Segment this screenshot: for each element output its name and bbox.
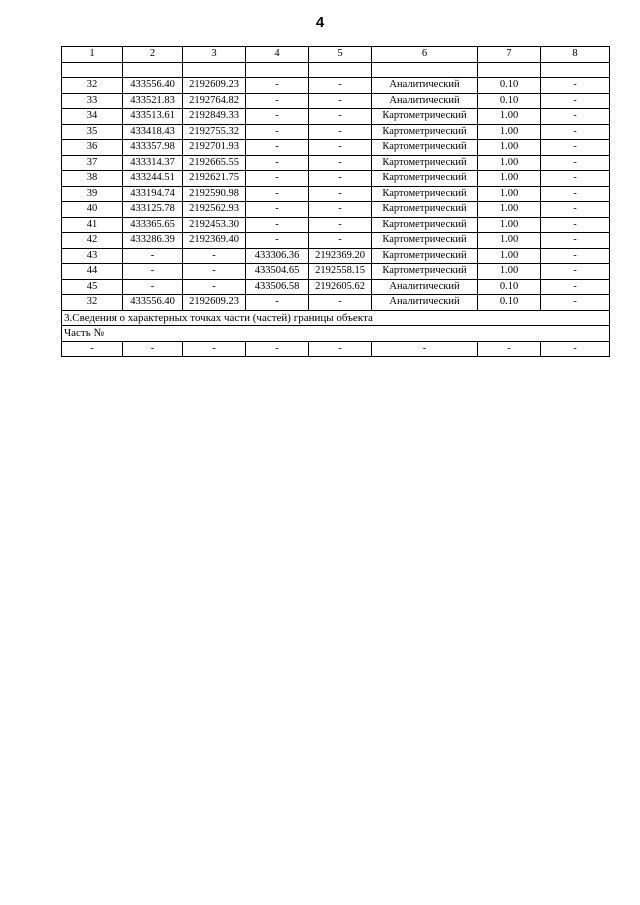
- table-cell: 42: [62, 233, 123, 249]
- table-cell: -: [62, 341, 123, 357]
- table-cell: 433365.65: [123, 217, 183, 233]
- table-cell: -: [309, 78, 372, 94]
- table-cell: 1.00: [478, 171, 541, 187]
- table-cell: 0.10: [478, 93, 541, 109]
- table-cell: 1: [62, 47, 123, 63]
- table-cell: 0.10: [478, 295, 541, 311]
- table-cell: -: [246, 78, 309, 94]
- table-cell: -: [246, 140, 309, 156]
- table-cell: -: [246, 295, 309, 311]
- table-cell: Картометрический: [372, 186, 478, 202]
- table-cell: -: [246, 186, 309, 202]
- table-cell: Картометрический: [372, 140, 478, 156]
- part-label: Часть №: [62, 326, 610, 342]
- section-title: 3.Сведения о характерных точках части (частей) границы объекта: [62, 310, 610, 326]
- part-label-row: [62, 326, 610, 342]
- table-cell: Картометрический: [372, 109, 478, 125]
- table-row: [62, 295, 610, 311]
- table-cell: Картометрический: [372, 217, 478, 233]
- table-cell: -: [123, 341, 183, 357]
- table-cell: -: [123, 279, 183, 295]
- table-cell: 433513.61: [123, 109, 183, 125]
- table-cell: 3: [183, 47, 246, 63]
- table-cell: 2192849.33: [183, 109, 246, 125]
- table-cell: -: [309, 295, 372, 311]
- table-cell: 0.10: [478, 279, 541, 295]
- table-cell: Аналитический: [372, 78, 478, 94]
- table-cell: -: [541, 202, 610, 218]
- table-cell: Картометрический: [372, 202, 478, 218]
- table-cell: -: [246, 233, 309, 249]
- table-cell: [372, 62, 478, 78]
- table-cell: 2192755.32: [183, 124, 246, 140]
- table-cell: 7: [478, 47, 541, 63]
- page-number: 4: [315, 14, 325, 31]
- table-cell: -: [309, 171, 372, 187]
- table-cell: -: [246, 171, 309, 187]
- table-cell: Картометрический: [372, 248, 478, 264]
- table-cell: -: [478, 341, 541, 357]
- table-cell: 2192621.75: [183, 171, 246, 187]
- table-header-row: [62, 47, 610, 63]
- table-cell: [541, 62, 610, 78]
- table-cell: -: [541, 217, 610, 233]
- table-row: [62, 279, 610, 295]
- table-cell: [62, 62, 123, 78]
- table-cell: -: [123, 248, 183, 264]
- table-cell: -: [246, 93, 309, 109]
- table-cell: 34: [62, 109, 123, 125]
- table-cell: 2192453.30: [183, 217, 246, 233]
- table-cell: -: [309, 124, 372, 140]
- table-cell: 8: [541, 47, 610, 63]
- table-cell: -: [309, 140, 372, 156]
- table-row: [62, 109, 610, 125]
- table-cell: 1.00: [478, 140, 541, 156]
- table-cell: -: [183, 279, 246, 295]
- table-cell: 5: [309, 47, 372, 63]
- table-row: [62, 171, 610, 187]
- table-cell: 32: [62, 295, 123, 311]
- table-cell: -: [246, 202, 309, 218]
- table-cell: 37: [62, 155, 123, 171]
- table-cell: 433244.51: [123, 171, 183, 187]
- table-row: [62, 78, 610, 94]
- table-row: [62, 264, 610, 280]
- table-cell: 433194.74: [123, 186, 183, 202]
- table-row: [62, 124, 610, 140]
- table-cell: Аналитический: [372, 279, 478, 295]
- table-row: [62, 202, 610, 218]
- table-cell: 39: [62, 186, 123, 202]
- table-cell: -: [541, 140, 610, 156]
- table-cell: 1.00: [478, 217, 541, 233]
- table-cell: 32: [62, 78, 123, 94]
- table-cell: 433286.39: [123, 233, 183, 249]
- table-cell: 2192665.55: [183, 155, 246, 171]
- table-cell: -: [541, 124, 610, 140]
- table-cell: 2192701.93: [183, 140, 246, 156]
- table-cell: 2192609.23: [183, 78, 246, 94]
- table-cell: 433504.65: [246, 264, 309, 280]
- table-cell: 2192369.20: [309, 248, 372, 264]
- table-empty-row: [62, 62, 610, 78]
- table-cell: -: [541, 109, 610, 125]
- table-cell: Картометрический: [372, 264, 478, 280]
- table-cell: [309, 62, 372, 78]
- table-cell: 2192369.40: [183, 233, 246, 249]
- table-cell: 433418.43: [123, 124, 183, 140]
- table-cell: 1.00: [478, 109, 541, 125]
- table-cell: -: [541, 186, 610, 202]
- table-cell: -: [183, 341, 246, 357]
- table-cell: 6: [372, 47, 478, 63]
- table-cell: -: [541, 93, 610, 109]
- table-cell: -: [541, 279, 610, 295]
- table-cell: -: [541, 264, 610, 280]
- table-cell: 45: [62, 279, 123, 295]
- table-cell: -: [309, 202, 372, 218]
- table-cell: 433314.37: [123, 155, 183, 171]
- table-cell: Аналитический: [372, 295, 478, 311]
- table-row: [62, 140, 610, 156]
- table-cell: 0.10: [478, 78, 541, 94]
- table-cell: -: [246, 155, 309, 171]
- table-cell: -: [309, 233, 372, 249]
- table-cell: 1.00: [478, 264, 541, 280]
- table-cell: -: [309, 109, 372, 125]
- table-cell: 44: [62, 264, 123, 280]
- table-cell: 4: [246, 47, 309, 63]
- table-cell: -: [183, 248, 246, 264]
- table-cell: -: [309, 155, 372, 171]
- table-cell: -: [372, 341, 478, 357]
- table-cell: 2192609.23: [183, 295, 246, 311]
- table-cell: -: [541, 248, 610, 264]
- table-cell: [478, 62, 541, 78]
- table-cell: Аналитический: [372, 93, 478, 109]
- table-cell: -: [309, 93, 372, 109]
- table-cell: 433556.40: [123, 295, 183, 311]
- table-row: [62, 155, 610, 171]
- table-cell: 433506.58: [246, 279, 309, 295]
- table-cell: 1.00: [478, 248, 541, 264]
- table-cell: 433125.78: [123, 202, 183, 218]
- table-cell: Картометрический: [372, 124, 478, 140]
- table-cell: 2192764.82: [183, 93, 246, 109]
- table-cell: -: [123, 264, 183, 280]
- table-cell: 40: [62, 202, 123, 218]
- table-row: [62, 217, 610, 233]
- table-cell: 38: [62, 171, 123, 187]
- table-cell: [246, 62, 309, 78]
- table-cell: Картометрический: [372, 171, 478, 187]
- coordinates-table: [61, 46, 610, 357]
- table-cell: -: [309, 341, 372, 357]
- table-row: [62, 233, 610, 249]
- table-cell: -: [183, 264, 246, 280]
- table-cell: -: [541, 233, 610, 249]
- table-cell: -: [246, 109, 309, 125]
- table-cell: 1.00: [478, 233, 541, 249]
- table-cell: 1.00: [478, 124, 541, 140]
- table-cell: -: [541, 341, 610, 357]
- table-cell: -: [541, 171, 610, 187]
- table-cell: 433357.98: [123, 140, 183, 156]
- table-cell: [183, 62, 246, 78]
- table-row: [62, 93, 610, 109]
- table-cell: 35: [62, 124, 123, 140]
- table-row: [62, 248, 610, 264]
- table-cell: Картометрический: [372, 233, 478, 249]
- table-cell: -: [309, 186, 372, 202]
- table-cell: 1.00: [478, 186, 541, 202]
- table-cell: 2192590.98: [183, 186, 246, 202]
- table-cell: Картометрический: [372, 155, 478, 171]
- table-cell: 433556.40: [123, 78, 183, 94]
- table-cell: 43: [62, 248, 123, 264]
- table-cell: [123, 62, 183, 78]
- table-cell: -: [246, 217, 309, 233]
- table-cell: -: [309, 217, 372, 233]
- section-title-row: [62, 310, 610, 326]
- part-data-row: [62, 341, 610, 357]
- table-cell: 41: [62, 217, 123, 233]
- table-cell: 433521.83: [123, 93, 183, 109]
- table-cell: 33: [62, 93, 123, 109]
- table-cell: -: [246, 124, 309, 140]
- table-cell: 2192605.62: [309, 279, 372, 295]
- table-cell: 2192562.93: [183, 202, 246, 218]
- table-cell: -: [541, 155, 610, 171]
- table-cell: -: [541, 78, 610, 94]
- table-cell: 433306.36: [246, 248, 309, 264]
- table-row: [62, 186, 610, 202]
- table-cell: -: [246, 341, 309, 357]
- table-cell: 2192558.15: [309, 264, 372, 280]
- table-cell: 36: [62, 140, 123, 156]
- table-cell: 1.00: [478, 155, 541, 171]
- table-cell: -: [541, 295, 610, 311]
- table-cell: 2: [123, 47, 183, 63]
- table-cell: 1.00: [478, 202, 541, 218]
